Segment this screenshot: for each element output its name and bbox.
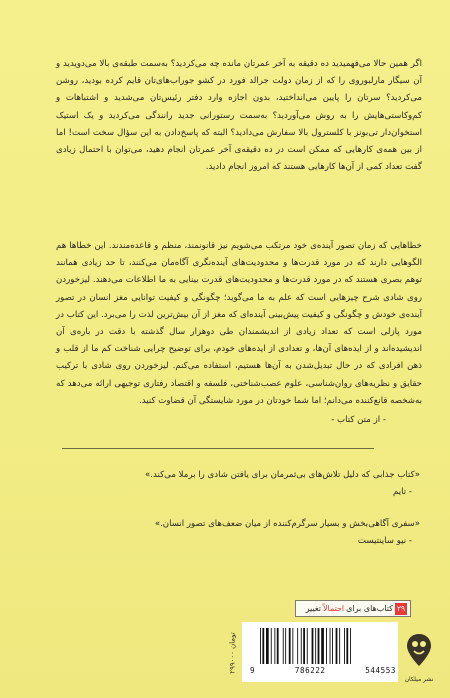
price-label — [226, 624, 240, 682]
series-number-badge: ۲۹ — [396, 603, 405, 613]
barcode-digits — [250, 666, 396, 675]
blurb-paragraph-1-text: اگر همین حالا می‌فهمیدید ده دقیقه به آخر عمرتان مانده چه می‌کردید؟ به‌سمت طبقه‌ی بالا می‌دویدید و آن سیگار مارلبوروی را که از زمان دولت جرالد فورد در کشو جوراب‌های‌تان قایم کرده بودید، روشن می‌کردید؟ سرتان را پایین می‌انداختید، بدون اجازه وارد دفتر رئیس‌تان می‌شدید و اشتباهات و کم‌وکاستی‌هایش را به‌ روش می‌آوردید؟ به‌سمت رستورانی جدید رانندگی می‌کردید و یک استیک استخوان‌دار تی‌بونز با کلسترول بالا سفارش می‌دادید؟ البته که پاسخ‌دادن به این سؤال سخت است! اما از بین همه‌ی کارهایی که ممکن است در ده دقیقه‌ی آخر عمرتان انجام دهید، می‌توان با احتمال زیادی گفت تعداد کمی از آن‌ها کارهایی هستند که امروز انجام دادید. — [56, 59, 422, 173]
barcode-digit-group-3: 544553 — [365, 666, 396, 675]
section-divider — [62, 448, 374, 449]
publisher-logo-icon — [404, 632, 434, 676]
price-text: ۲۹۹۰۰۰ تومان — [229, 632, 238, 674]
blurb-paragraph-1 — [56, 56, 422, 176]
series-title-suffix: تغییر — [305, 604, 321, 613]
barcode-digit-group-1: 9 — [250, 666, 256, 675]
review-quote-1: «کتاب جذابی که دلیل تلاش‌های بی‌ثمرمان برای یافتن شادی را برملا می‌کند.» — [144, 470, 420, 480]
isbn-barcode — [242, 622, 398, 682]
source-attribution: - از متن کتاب - — [331, 415, 386, 425]
publisher-name: نشر میلکان — [404, 676, 434, 683]
blurb-paragraph-2-text: خطاهایی که زمان تصور آینده‌ی خود مرتکب می‌شویم نیز قانونمند، منظم و قاعده‌مندند. این خطاها هم الگوهایی دارند که در مورد قدرت‌ها و محدودیت‌های آینده‌نگری آگاه‌مان می‌کنند، تا حد زیادی همانند توهم بصری هستند که در مورد قدرت‌ها و محدودیت‌های قدرت بینایی به ما اطلاعات می‌دهند. لیزخوردن روی شادی شرح چیزهایی است که علم به ما می‌گوید؛ چگونگی و کیفیت توانایی مغز انسان در تصور آینده‌ی خودش و چگونگی و کیفیت پیش‌بینی آینده‌ای که مغز از آن بیش‌ترین لذت را می‌برد. این کتاب در مورد پازلی است که تعداد زیادی از اندیشمندان طی دوهزار سال گذشته با دقت در باره‌ی آن اندیشیده‌اند و از ایده‌های آن‌ها، و تعدادی از ایده‌های خودم، برای توضیح چرایی شناخت کم ما از قلب و ذهن افرادی که در حال تبدیل‌شدن به آن‌ها هستیم، استفاده می‌کنم. لیزخوردن روی شادی با ترکیب حقایق و نظریه‌های روان‌شناسی، علوم عصب‌شناختی، فلسفه و اقتصاد رفتاری توجیهی ارائه می‌دهد که به‌شخصه قانع‌کننده می‌دانم؛ اما شما خودتان در مورد شایستگی آن قضاوت کنید. — [56, 241, 422, 406]
series-title-prefix: کتاب‌های برای — [346, 604, 393, 613]
blurb-paragraph-2 — [56, 238, 422, 410]
series-title-highlight: احتمالاً — [322, 604, 345, 613]
review-quote-1-author: - تایم — [393, 487, 412, 497]
review-quote-2-author: - نیو ساینتیست — [357, 536, 412, 546]
barcode-icon — [258, 628, 390, 664]
barcode-digit-group-2: 786222 — [294, 666, 326, 675]
review-quote-2: «سفری آگاهی‌بخش و بسیار سرگرم‌کننده از میان ضعف‌های تصور انسان.» — [154, 519, 420, 529]
series-banner — [295, 600, 411, 617]
